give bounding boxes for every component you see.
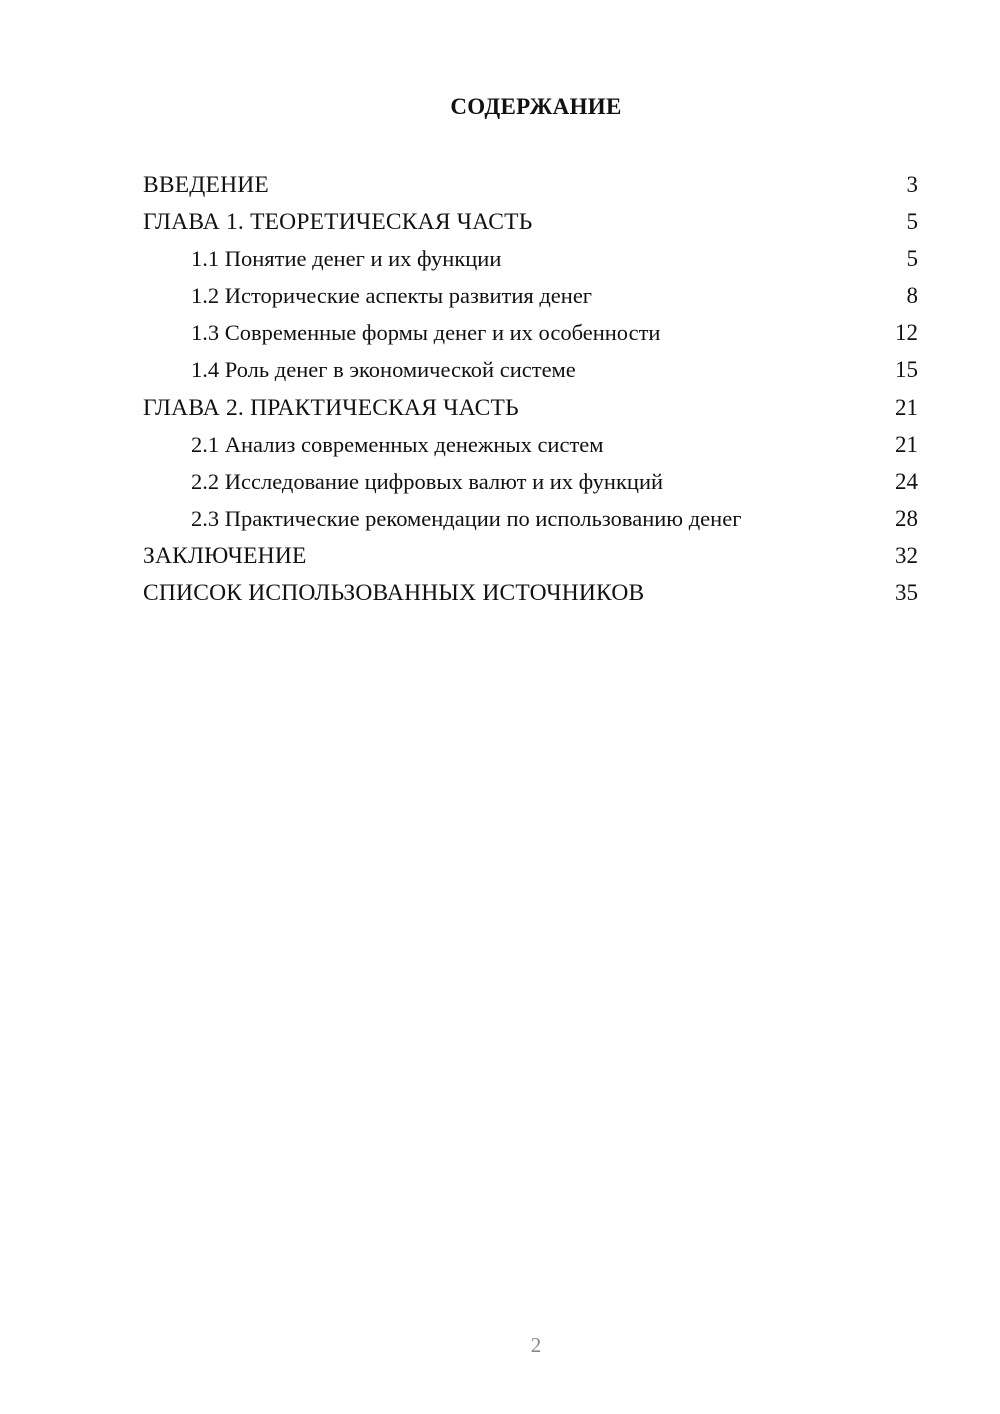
toc-entry-page: 21: [895, 431, 918, 457]
toc-entry-label: СПИСОК ИСПОЛЬЗОВАННЫХ ИСТОЧНИКОВ: [143, 580, 645, 607]
toc-entry-label: 1.2 Исторические аспекты развития денег: [191, 283, 593, 309]
toc-entry-page: 24: [895, 468, 918, 494]
toc-entry-page: 21: [895, 394, 918, 420]
toc-entry-label: 1.1 Понятие денег и их функции: [191, 246, 502, 272]
toc-entry-label: ГЛАВА 2. ПРАКТИЧЕСКАЯ ЧАСТЬ: [143, 394, 519, 421]
toc-subentry[interactable]: [143, 351, 918, 388]
toc-title: СОДЕРЖАНИЕ: [450, 94, 622, 119]
toc-subentry[interactable]: [143, 463, 918, 500]
toc-entry-page: 28: [895, 505, 918, 531]
toc-entry-page: 32: [895, 542, 918, 568]
toc-entry[interactable]: [143, 166, 918, 203]
toc-subentry[interactable]: [143, 277, 918, 314]
toc-entry[interactable]: [143, 389, 918, 426]
toc-entry-page: 5: [906, 209, 918, 235]
toc-entry[interactable]: [143, 574, 918, 611]
toc-entry-label: ЗАКЛЮЧЕНИЕ: [143, 542, 307, 569]
toc-entry-label: 1.4 Роль денег в экономической системе: [191, 357, 576, 383]
toc-entry-label: 2.3 Практические рекомендации по использованию денег: [191, 505, 742, 531]
table-of-contents: [143, 166, 918, 611]
toc-entry-label: 1.3 Современные формы денег и их особенности: [191, 320, 661, 346]
toc-entry-page: 15: [895, 357, 918, 383]
page-number: 2: [530, 1333, 542, 1357]
toc-entry-page: 35: [895, 580, 918, 606]
toc-entry-label: 2.2 Исследование цифровых валют и их функций: [191, 468, 664, 494]
toc-entry-page: 8: [906, 283, 918, 309]
toc-subentry[interactable]: [143, 240, 918, 277]
toc-entry-page: 12: [895, 320, 918, 346]
toc-entry-label: ГЛАВА 1. ТЕОРЕТИЧЕСКАЯ ЧАСТЬ: [143, 209, 533, 236]
toc-subentry[interactable]: [143, 500, 918, 537]
toc-subentry[interactable]: [143, 314, 918, 351]
toc-entry-page: 3: [906, 172, 918, 197]
toc-entry-label: ВВЕДЕНИЕ: [143, 172, 269, 198]
toc-entry[interactable]: [143, 203, 918, 240]
toc-entry[interactable]: [143, 537, 918, 574]
toc-entry-label: 2.1 Анализ современных денежных систем: [191, 431, 604, 457]
toc-subentry[interactable]: [143, 426, 918, 463]
toc-entry-page: 5: [906, 246, 918, 272]
